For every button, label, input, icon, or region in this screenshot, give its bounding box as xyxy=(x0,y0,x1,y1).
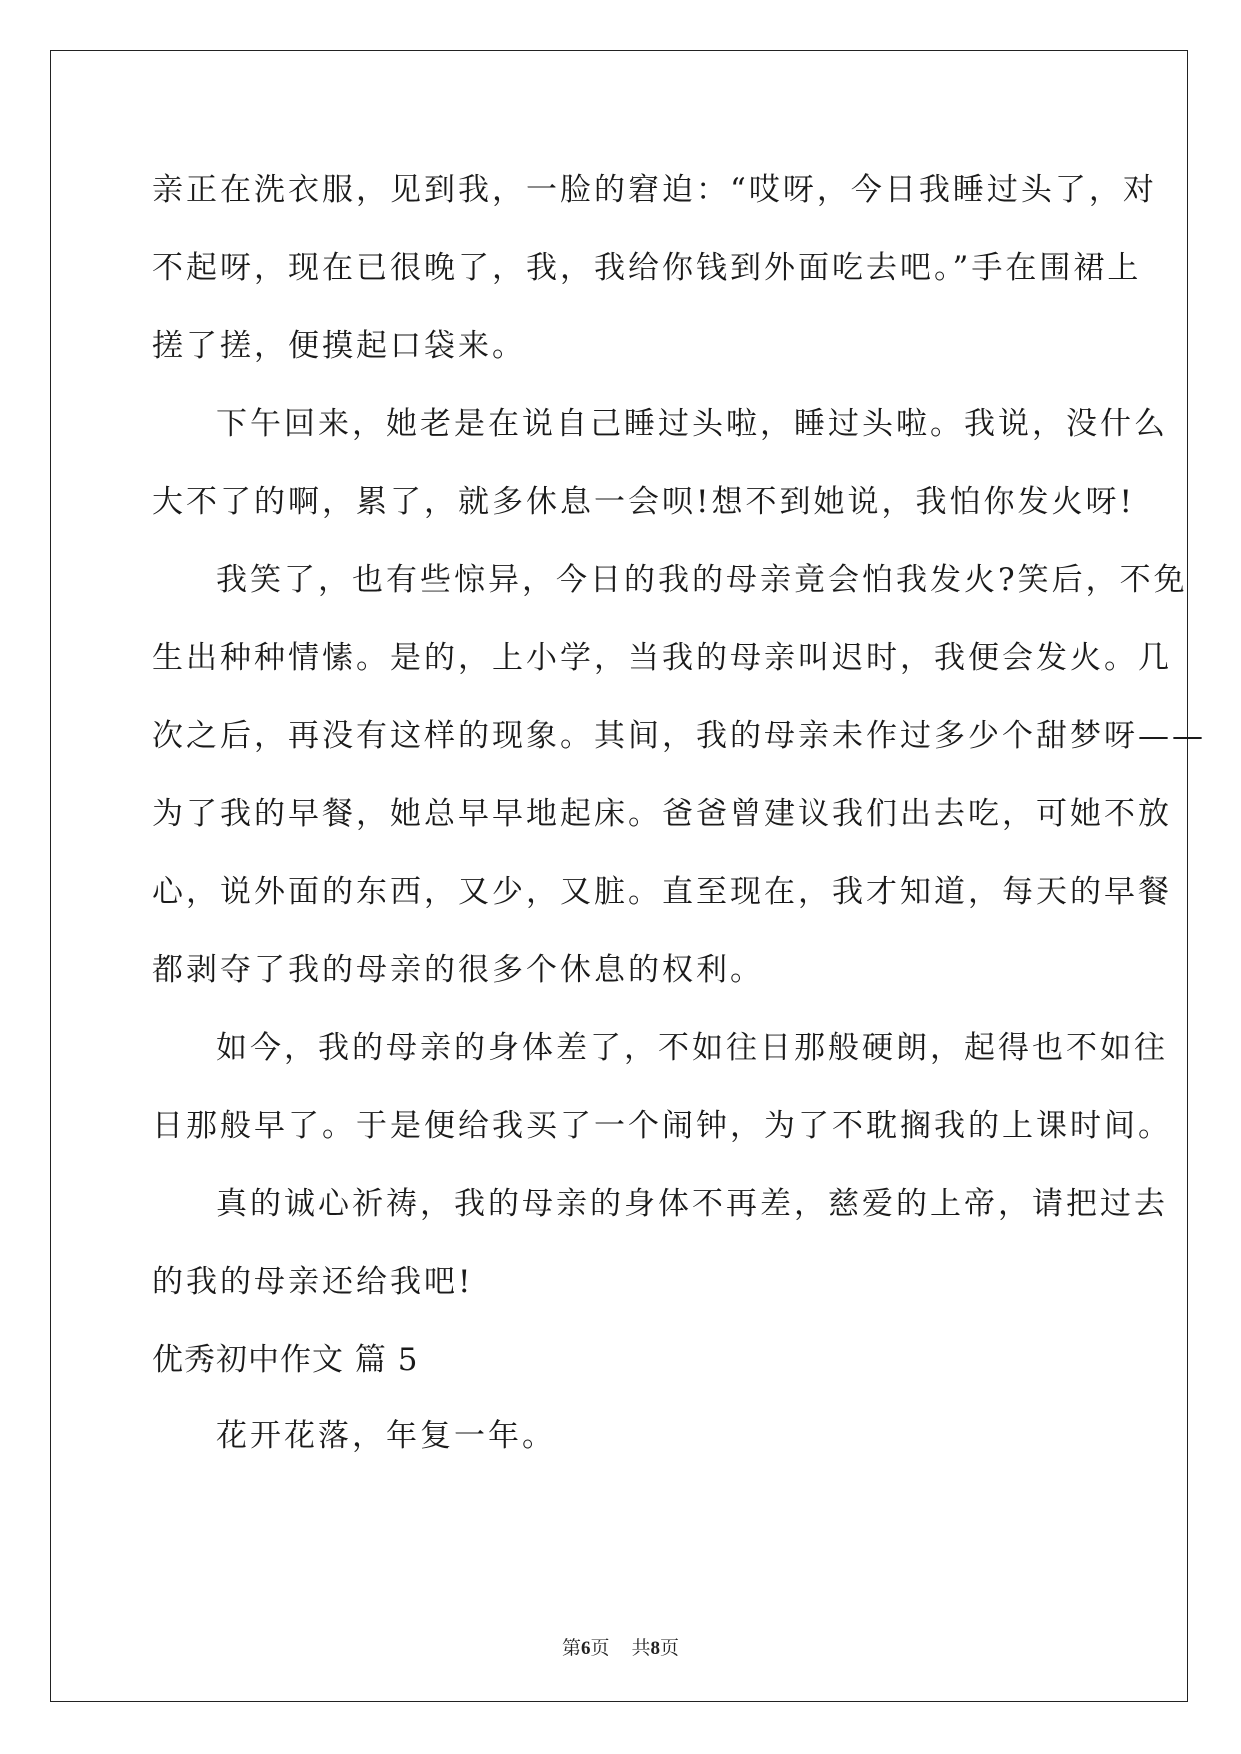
paragraph-line: 日那般早了。于是便给我买了一个闹钟，为了不耽搁我的上课时间。 xyxy=(152,1108,1172,1144)
paragraph-line: 亲正在洗衣服，见到我，一脸的窘迫：“哎呀，今日我睡过头了，对 xyxy=(152,172,1157,208)
paragraph-line: 大不了的啊，累了，就多休息一会呗!想不到她说，我怕你发火呀! xyxy=(152,484,1135,520)
paragraph-line: 的我的母亲还给我吧! xyxy=(152,1264,474,1300)
document-body xyxy=(152,160,1206,1484)
paragraph-line: 都剥夺了我的母亲的很多个休息的权利。 xyxy=(152,952,764,988)
footer-prefix: 第 xyxy=(561,1637,581,1659)
paragraph-line: 如今，我的母亲的身体差了，不如往日那般硬朗，起得也不如往 xyxy=(216,1030,1168,1066)
paragraph-line: 我笑了，也有些惊异，今日的我的母亲竟会怕我发火?笑后，不免 xyxy=(216,562,1188,598)
paragraph-line: 心，说外面的东西，又少，又脏。直至现在，我才知道，每天的早餐 xyxy=(152,874,1172,910)
paragraph-line: 真的诚心祈祷，我的母亲的身体不再差，慈爱的上帝，请把过去 xyxy=(216,1186,1168,1222)
page-footer xyxy=(0,1633,1241,1660)
footer-total-prefix: 共 xyxy=(631,1637,651,1659)
footer-total-suffix: 页 xyxy=(660,1637,680,1659)
paragraph-line: 生出种种情愫。是的，上小学，当我的母亲叫迟时，我便会发火。几 xyxy=(152,640,1172,676)
paragraph-line: 不起呀，现在已很晚了，我，我给你钱到外面吃去吧。”手在围裙上 xyxy=(152,250,1142,286)
paragraph-line: 为了我的早餐，她总早早地起床。爸爸曾建议我们出去吃，可她不放 xyxy=(152,796,1172,832)
paragraph-line: 搓了搓，便摸起口袋来。 xyxy=(152,328,526,364)
paragraph-line: 次之后，再没有这样的现象。其间，我的母亲未作过多少个甜梦呀—— xyxy=(152,718,1206,754)
paragraph-line: 下午回来，她老是在说自己睡过头啦，睡过头啦。我说，没什么 xyxy=(216,406,1168,442)
section-heading: 优秀初中作文 篇 5 xyxy=(152,1342,419,1378)
current-page-number: 6 xyxy=(580,1638,591,1659)
total-pages-number: 8 xyxy=(650,1638,661,1659)
footer-page-word: 页 xyxy=(590,1637,610,1659)
paragraph-line: 花开花落，年复一年。 xyxy=(216,1418,556,1454)
